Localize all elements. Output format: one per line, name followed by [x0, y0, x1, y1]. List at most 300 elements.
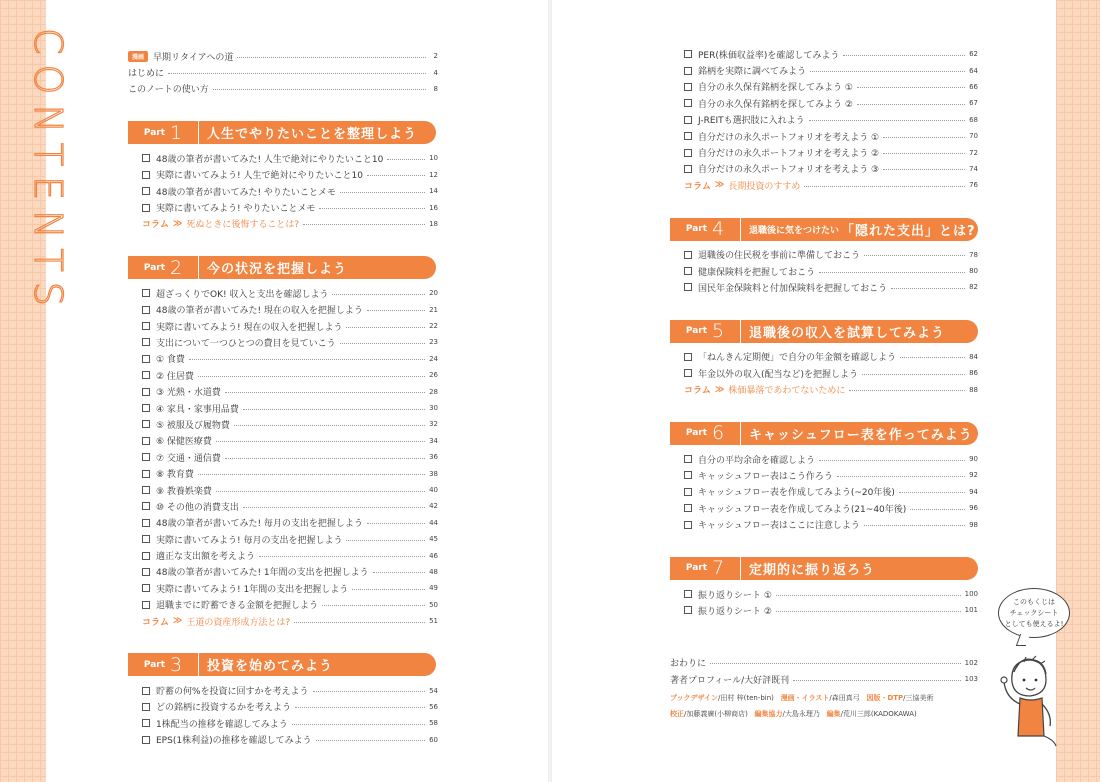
page-number: 88: [969, 385, 978, 394]
toc-column-entry[interactable]: [670, 177, 978, 193]
checkbox[interactable]: [142, 719, 150, 727]
checkbox[interactable]: [142, 437, 150, 445]
credit-name: /加藤義廣(小柳商店): [684, 710, 748, 718]
dot-leader: [346, 327, 425, 328]
credit-name: /森田真弓: [829, 694, 860, 702]
part-word: Part: [685, 428, 708, 439]
dot-leader: [843, 55, 965, 56]
part-number: 6: [712, 422, 725, 445]
dot-leader: [259, 556, 425, 557]
checkbox[interactable]: [142, 601, 150, 609]
checkbox[interactable]: [142, 519, 150, 527]
dot-leader: [243, 507, 425, 508]
checkbox[interactable]: [684, 116, 692, 124]
entry-title: 振り返りシート ②: [698, 606, 772, 617]
page-number: 4: [433, 68, 438, 77]
part-title: [740, 320, 978, 343]
part-header-2: [128, 256, 436, 279]
toc-checklist-entry[interactable]: [670, 349, 978, 365]
toc-checklist-entry[interactable]: [128, 150, 438, 166]
entry-title: J-REITも選択肢に入れよう: [698, 116, 805, 127]
entry-title: 48歳の筆者が書いてみた! 人生で絶対にやりたいこと10: [156, 154, 384, 165]
checkbox[interactable]: [684, 149, 692, 157]
page-number: 76: [969, 181, 978, 190]
entry-title: 自分だけの永久ポートフォリオを考えよう ①: [698, 132, 880, 143]
part-word: Part: [685, 224, 708, 235]
part-label: [670, 422, 740, 445]
checkbox[interactable]: [142, 420, 150, 428]
page-number: 14: [429, 187, 438, 196]
toc-entry-preface[interactable]: [128, 64, 438, 80]
toc-checklist-entry[interactable]: [670, 602, 978, 618]
part-title-text: 投資を始めてみよう: [207, 659, 334, 675]
credit-name: /荒川三郎(KADOKAWA): [840, 710, 917, 718]
toc-checklist-entry[interactable]: [128, 318, 438, 334]
entry-title: 早期リタイアへの道: [153, 52, 234, 63]
toc-checklist-entry[interactable]: [670, 144, 978, 160]
page-number: 44: [429, 518, 438, 527]
checkbox[interactable]: [142, 371, 150, 379]
checkbox[interactable]: [684, 99, 692, 107]
toc-checklist-entry[interactable]: [128, 715, 438, 731]
page-number: 45: [429, 535, 438, 544]
dot-leader: [237, 57, 426, 58]
toc-entry-how-to-use[interactable]: [128, 81, 438, 97]
page-number: 12: [429, 170, 438, 179]
entry-title: 自分の平均余命を確認しよう: [698, 455, 816, 466]
part-word: Part: [685, 563, 708, 574]
entry-title: PER(株価収益率)を確認してみよう: [698, 50, 840, 61]
dot-leader: [216, 491, 425, 492]
entry-title: 支出について一つひとつの費目を見ていこう: [156, 338, 336, 349]
checkbox[interactable]: [142, 568, 150, 576]
page-number: 67: [969, 99, 978, 108]
credit-role: 編集: [826, 710, 841, 718]
part-title-text: 今の状況を把握しよう: [207, 262, 348, 278]
dot-leader: [373, 572, 425, 573]
toc-checklist-entry[interactable]: [670, 467, 978, 483]
dot-leader: [332, 294, 425, 295]
toc-checklist-entry[interactable]: [128, 449, 438, 465]
dot-leader: [776, 595, 961, 596]
toc-checklist-entry[interactable]: [128, 285, 438, 301]
checkbox[interactable]: [142, 204, 150, 212]
page-number: 46: [429, 551, 438, 560]
checkbox[interactable]: [142, 338, 150, 346]
toc-column-entry[interactable]: [128, 216, 438, 232]
checkbox[interactable]: [684, 606, 692, 614]
part-section-1: [128, 121, 438, 232]
column-label: コラム: [142, 617, 169, 628]
manga-tag: 漫画: [128, 51, 148, 62]
toc-checklist-entry[interactable]: [670, 247, 978, 263]
toc-checklist-entry[interactable]: [128, 433, 438, 449]
checkbox[interactable]: [142, 703, 150, 711]
entry-title: ⑥ 保健医療費: [156, 437, 212, 448]
part-label: [128, 121, 198, 144]
entry-title: 48歳の筆者が書いてみた! 現在の収入を把握しよう: [156, 306, 363, 317]
entry-title: 自分だけの永久ポートフォリオを考えよう ③: [698, 165, 880, 176]
checkbox[interactable]: [684, 521, 692, 529]
credits-line-1: [670, 690, 990, 706]
part-section-4: [670, 218, 978, 296]
toc-entry-afterword[interactable]: [670, 655, 978, 671]
page-number: 34: [429, 436, 438, 445]
checkbox[interactable]: [142, 552, 150, 560]
part-section-2: [128, 256, 438, 629]
part-label: [128, 256, 198, 279]
entry-title: はじめに: [128, 69, 165, 80]
page-number: 16: [429, 203, 438, 212]
dot-leader: [819, 272, 965, 273]
dot-leader: [198, 376, 425, 377]
entry-title: 実際に書いてみよう! 1年間の支出を把握しよう: [156, 584, 349, 595]
entry-title: キャッシュフロー表を作成してみよう(~20年後): [698, 488, 895, 499]
page-number: 32: [429, 420, 438, 429]
page-number: 40: [429, 486, 438, 494]
checkbox[interactable]: [684, 165, 692, 173]
toc-checklist-entry[interactable]: [128, 564, 438, 580]
dot-leader: [899, 492, 965, 493]
page-number: 49: [429, 584, 438, 593]
dot-leader: [857, 104, 965, 105]
dot-leader: [292, 724, 425, 725]
part-section-7: [670, 557, 978, 619]
dot-leader: [793, 680, 960, 681]
part-label: [670, 320, 740, 343]
page-number: 50: [429, 600, 438, 609]
character-illustration-icon: [990, 648, 1060, 748]
checkbox[interactable]: [684, 50, 692, 58]
entry-title: 貯蓄の何%を投資に回すかを考えよう: [156, 687, 309, 698]
toc-checklist-entry[interactable]: [670, 365, 978, 381]
entry-title: 死ぬときに後悔することは?: [186, 220, 300, 231]
part-label: [128, 653, 198, 676]
dot-leader: [857, 87, 965, 88]
toc-checklist-entry[interactable]: [128, 383, 438, 399]
part-title-text: 「隠れた支出」とは?: [841, 223, 976, 239]
page-number: 82: [969, 283, 978, 292]
checkbox[interactable]: [142, 388, 150, 396]
dot-leader: [303, 224, 425, 225]
entry-title: 自分の永久保有銘柄を探してみよう ②: [698, 99, 853, 110]
checkbox[interactable]: [684, 283, 692, 291]
credit-name: /三協美術: [903, 694, 934, 702]
page-number: 74: [969, 164, 978, 173]
right-parts-container: [670, 218, 978, 619]
page-number: 68: [969, 115, 978, 124]
page-number: 66: [969, 82, 978, 91]
dot-leader: [225, 458, 425, 459]
toc-column-entry[interactable]: [128, 613, 438, 629]
part-label: [670, 557, 740, 580]
entry-title: 48歳の筆者が書いてみた! やりたいことメモ: [156, 187, 336, 198]
entry-title: キャッシュフロー表はここに注意しよう: [698, 521, 860, 532]
entry-title: 株価暴落であわてないために: [728, 386, 846, 397]
part3-continued: [670, 46, 978, 194]
toc-checklist-entry[interactable]: [128, 580, 438, 596]
page-number: 72: [969, 148, 978, 157]
part-number: 3: [170, 653, 183, 676]
part-header-6: [670, 422, 978, 445]
toc-checklist-entry[interactable]: [128, 597, 438, 613]
entry-title: ⑧ 教育費: [156, 470, 194, 481]
toc-checklist-entry[interactable]: [670, 62, 978, 78]
part-title: [198, 121, 436, 144]
checkbox[interactable]: [684, 251, 692, 259]
page-number: 94: [969, 487, 978, 496]
checkbox[interactable]: [684, 488, 692, 496]
page-number: 96: [969, 504, 978, 513]
bubble-line: このもくじは: [1013, 597, 1055, 606]
checkbox[interactable]: [684, 67, 692, 75]
toc-checklist-entry[interactable]: [128, 498, 438, 514]
checkbox[interactable]: [142, 355, 150, 363]
dot-leader: [234, 425, 425, 426]
page-number: 92: [969, 471, 978, 480]
entry-title: ⑨ 教養娯楽費: [156, 486, 212, 497]
entry-title: 自分の永久保有銘柄を探してみよう ①: [698, 83, 853, 94]
dot-leader: [216, 441, 425, 442]
page-number: 101: [964, 606, 978, 615]
entry-title: 48歳の筆者が書いてみた! 毎月の支出を把握しよう: [156, 519, 363, 530]
toc-checklist-entry[interactable]: [670, 46, 978, 62]
entry-title: 退職までに貯蓄できる金額を把握しよう: [156, 601, 319, 612]
dot-leader: [340, 343, 425, 344]
toc-checklist-entry[interactable]: [128, 699, 438, 715]
toc-checklist-entry[interactable]: [128, 302, 438, 318]
checkbox[interactable]: [142, 502, 150, 510]
toc-checklist-entry[interactable]: [128, 167, 438, 183]
entry-title: 1株配当の推移を確認してみよう: [156, 719, 288, 730]
dot-leader: [810, 71, 965, 72]
page-number: 24: [429, 354, 438, 363]
entry-title: 振り返りシート ①: [698, 590, 772, 601]
page-number: 21: [429, 305, 438, 314]
checkbox[interactable]: [142, 404, 150, 412]
dot-leader: [804, 186, 965, 187]
checkbox[interactable]: [684, 132, 692, 140]
entry-title: EPS(1株利益)の推移を確認してみよう: [156, 736, 312, 747]
entry-title: ⑩ その他の消費支出: [156, 502, 239, 513]
checkbox[interactable]: [684, 455, 692, 463]
entry-title: ③ 光熱・水道費: [156, 388, 221, 399]
checkbox[interactable]: [684, 353, 692, 361]
entry-title: ② 住居費: [156, 371, 194, 382]
entry-title: 実際に書いてみよう! 毎月の支出を把握しよう: [156, 535, 343, 546]
toc-checklist-entry[interactable]: [128, 682, 438, 698]
entry-title: ④ 家具・家事用品費: [156, 404, 239, 415]
toc-checklist-entry[interactable]: [128, 515, 438, 531]
credit-role: 漫画・イラスト: [780, 694, 830, 702]
checkbox[interactable]: [142, 171, 150, 179]
entry-title: 退職後の住民税を事前に準備しておこう: [698, 251, 861, 262]
checkbox[interactable]: [142, 736, 150, 744]
toc-checklist-entry[interactable]: [670, 263, 978, 279]
toc-checklist-entry[interactable]: [128, 547, 438, 563]
part-header-3: [128, 653, 436, 676]
toc-checklist-entry[interactable]: [128, 400, 438, 416]
dot-leader: [819, 460, 965, 461]
toc-checklist-entry[interactable]: [670, 112, 978, 128]
entry-title: 自分だけの永久ポートフォリオを考えよう ②: [698, 149, 880, 160]
entry-title: 超ざっくりでOK! 収入と支出を確認しよう: [156, 289, 329, 300]
entry-title: 長期投資のすすめ: [728, 181, 801, 192]
dot-leader: [352, 589, 425, 590]
page-number: 30: [429, 404, 438, 413]
dot-leader: [294, 622, 425, 623]
left-toc-column: [128, 48, 438, 748]
credits-line-2: [670, 706, 990, 722]
page-number: 8: [433, 84, 438, 93]
part-title-text: 退職後の収入を試算してみよう: [749, 325, 946, 341]
column-label: コラム: [142, 220, 169, 231]
part-number: 4: [712, 218, 725, 241]
checkbox[interactable]: [142, 470, 150, 478]
checkbox[interactable]: [142, 535, 150, 543]
dot-leader: [891, 288, 965, 289]
dot-leader: [776, 611, 961, 612]
entry-title: 48歳の筆者が書いてみた! 1年間の支出を把握しよう: [156, 568, 369, 579]
dot-leader: [900, 357, 965, 358]
toc-checklist-entry[interactable]: [128, 199, 438, 215]
checkbox[interactable]: [142, 289, 150, 297]
part-number: 2: [170, 256, 183, 279]
checkbox[interactable]: [142, 154, 150, 162]
dot-leader: [883, 169, 965, 170]
checkbox[interactable]: [142, 322, 150, 330]
checkbox[interactable]: [142, 486, 150, 494]
checkbox[interactable]: [142, 453, 150, 461]
entry-title: ⑦ 交通・通信費: [156, 453, 221, 464]
toc-checklist-entry[interactable]: [128, 334, 438, 350]
checkbox[interactable]: [142, 306, 150, 314]
toc-checklist-entry[interactable]: [128, 367, 438, 383]
toc-checklist-entry[interactable]: [128, 732, 438, 748]
checkbox[interactable]: [142, 584, 150, 592]
double-chevron-icon: ≫: [714, 180, 725, 191]
entry-title: どの銘柄に投資するかを考えよう: [156, 703, 292, 714]
toc-entry-profile[interactable]: [670, 671, 978, 687]
page-number: 20: [429, 289, 438, 298]
toc-checklist-entry[interactable]: [128, 351, 438, 367]
page-number: 103: [964, 675, 978, 684]
dot-leader: [168, 73, 426, 74]
part-title-text: 人生でやりたいことを整理しよう: [207, 127, 418, 143]
part-title-small: 退職後に気をつけたい: [749, 225, 840, 236]
dot-leader: [910, 509, 965, 510]
page-number: 23: [429, 338, 438, 347]
toc-checklist-entry[interactable]: [670, 484, 978, 500]
part-header-4: [670, 218, 978, 241]
part-header-7: [670, 557, 978, 580]
credits: [670, 690, 990, 722]
checkbox[interactable]: [684, 83, 692, 91]
page-number: 22: [429, 322, 438, 331]
page-number: 28: [429, 387, 438, 396]
checkbox[interactable]: [142, 187, 150, 195]
page-number: 18: [429, 219, 438, 228]
checkbox[interactable]: [142, 687, 150, 695]
dot-leader: [243, 409, 425, 410]
dot-leader: [295, 707, 425, 708]
entry-title: 著者プロフィール/大好評既刊: [670, 675, 790, 686]
toc-checklist-entry[interactable]: [670, 451, 978, 467]
checkbox[interactable]: [684, 369, 692, 377]
toc-column-entry[interactable]: [670, 381, 978, 397]
speech-bubble: [998, 588, 1070, 638]
credit-name: /大島永理乃: [782, 710, 820, 718]
entry-title: ⑤ 被服及び履物費: [156, 420, 230, 431]
entry-title: このノートの使い方: [128, 85, 209, 96]
toc-checklist-entry[interactable]: [128, 465, 438, 481]
part-title: [198, 653, 436, 676]
part-word: Part: [143, 262, 166, 273]
dot-leader: [883, 153, 965, 154]
dot-leader: [367, 310, 425, 311]
toc-checklist-entry[interactable]: [670, 161, 978, 177]
toc-checklist-entry[interactable]: [670, 128, 978, 144]
page-number: 51: [429, 617, 438, 626]
page-number: 42: [429, 502, 438, 511]
page-number: 54: [429, 686, 438, 695]
dot-leader: [837, 476, 965, 477]
column-label: コラム: [684, 386, 711, 397]
dot-leader: [849, 390, 965, 391]
page-number: 36: [429, 453, 438, 462]
entry-title: 実際に書いてみよう! やりたいことメモ: [156, 204, 316, 215]
checkbox[interactable]: [684, 267, 692, 275]
entry-title: 健康保険料を把握しておこう: [698, 267, 816, 278]
page-number: 2: [433, 52, 438, 61]
page-number: 84: [969, 352, 978, 361]
toc-checklist-entry[interactable]: [128, 183, 438, 199]
part-word: Part: [685, 326, 708, 337]
toc-checklist-entry[interactable]: [670, 95, 978, 111]
dot-leader: [189, 359, 425, 360]
dot-leader: [367, 523, 425, 524]
credit-role: ブックデザイン: [670, 694, 719, 702]
checkbox[interactable]: [684, 590, 692, 598]
part-title-text: キャッシュフロー表を作ってみよう: [749, 427, 973, 443]
page-number: 38: [429, 469, 438, 478]
part-word: Part: [143, 127, 166, 138]
toc-checklist-entry[interactable]: [670, 79, 978, 95]
dot-leader: [313, 691, 426, 692]
toc-checklist-entry[interactable]: [128, 531, 438, 547]
dot-leader: [710, 663, 961, 664]
toc-checklist-entry[interactable]: [128, 482, 438, 498]
toc-entry-manga[interactable]: [128, 48, 438, 64]
dot-leader: [319, 208, 425, 209]
part-header-5: [670, 320, 978, 343]
credit-role: 編集協力: [754, 710, 783, 718]
page-number: 78: [969, 250, 978, 259]
checkbox[interactable]: [684, 471, 692, 479]
toc-checklist-entry[interactable]: [670, 279, 978, 295]
page-number: 26: [429, 371, 438, 380]
toc-checklist-entry[interactable]: [670, 516, 978, 532]
right-grid-margin: [1056, 0, 1100, 782]
right-toc-column: [670, 46, 978, 687]
toc-checklist-entry[interactable]: [670, 500, 978, 516]
entry-title: 年金以外の収入(配当など)を把握しよう: [698, 369, 859, 380]
page-number: 10: [429, 154, 438, 163]
page-number: 98: [969, 520, 978, 529]
checkbox[interactable]: [684, 504, 692, 512]
toc-checklist-entry[interactable]: [128, 416, 438, 432]
toc-checklist-entry[interactable]: [670, 586, 978, 602]
